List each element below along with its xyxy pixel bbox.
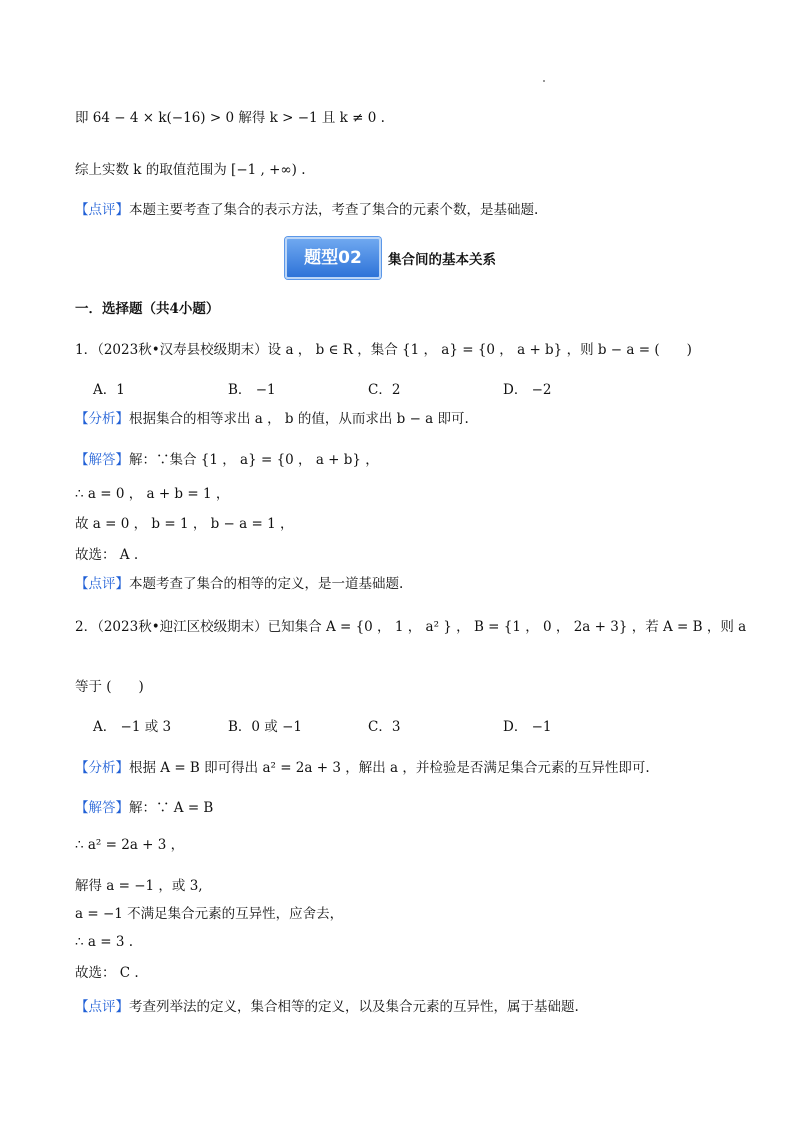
q1-answer-text: 解：∵集合 {1 ， a} = {0 ， a + b} ，	[129, 452, 379, 468]
comment-text: 本题主要考查了集合的表示方法，考查了集合的元素个数，是基础题.	[129, 202, 539, 218]
q1-answer-tag: 【解答】	[75, 452, 129, 468]
part-heading: 一．选择题（共4小题）	[75, 301, 220, 317]
q2-step-4: ∴ a = 3 .	[75, 934, 133, 950]
q2-stem: 2．（2023秋•迎江区校级期末）已知集合 A = {0 ， 1 ， a² } ， B = {1 ， 0 ， 2a + 3} ，若 A = B ，则 a	[75, 619, 747, 635]
q1-answer	[75, 450, 379, 470]
q2-answer-text: 解：∵ A = B	[129, 800, 214, 816]
q2-analysis	[75, 758, 650, 778]
q1-option-d: D． −2	[503, 382, 552, 398]
comment-tag: 【点评】	[75, 202, 129, 218]
q1-step-3: 故选： A .	[75, 547, 139, 563]
q2-option-a: A． −1 或 3	[93, 719, 172, 735]
conclusion-line: 综上实数 k 的取值范围为 [−1 , +∞) .	[75, 162, 306, 178]
q2-answer-tag: 【解答】	[75, 800, 129, 816]
q1-option-c: C．2	[368, 382, 401, 398]
q2-analysis-text: 根据 A = B 即可得出 a² = 2a + 3 ，解出 a ，并检验是否满足集合元素的互异性即可.	[129, 760, 650, 776]
q1-comment-text: 本题考查了集合的相等的定义，是一道基础题.	[129, 576, 404, 592]
q1-comment	[75, 574, 403, 594]
q1-stem: 1．（2023秋•汉寿县校级期末）设 a ， b ∈ R ，集合 {1 ， a} = {0 ， a + b} ，则 b − a = ( )	[75, 342, 692, 358]
q2-analysis-tag: 【分析】	[75, 760, 129, 776]
q2-answer	[75, 798, 213, 818]
q2-step-3: a = −1 不满足集合元素的互异性，应舍去，	[75, 906, 344, 922]
section-title: 集合间的基本关系	[388, 252, 496, 268]
q1-analysis-text: 根据集合的相等求出 a ， b 的值，从而求出 b − a 即可.	[129, 411, 469, 427]
q2-comment	[75, 997, 579, 1017]
q2-option-b: B．0 或 −1	[228, 719, 302, 735]
q2-option-c: C．3	[368, 719, 401, 735]
q2-comment-tag: 【点评】	[75, 999, 129, 1015]
comment-line	[75, 200, 538, 220]
q1-option-a: A．1	[93, 382, 125, 398]
q1-analysis	[75, 409, 469, 429]
q2-option-d: D． −1	[503, 719, 552, 735]
q2-step-5: 故选： C .	[75, 965, 139, 981]
q1-option-b: B． −1	[228, 382, 276, 398]
q2-step-2: 解得 a = −1 ，或 3,	[75, 878, 203, 894]
q1-step-1: ∴ a = 0 ， a + b = 1 ，	[75, 486, 230, 502]
q1-comment-tag: 【点评】	[75, 576, 129, 592]
q1-analysis-tag: 【分析】	[75, 411, 129, 427]
section-badge: 题型02	[285, 237, 381, 279]
q2-comment-text: 考查列举法的定义，集合相等的定义，以及集合元素的互异性，属于基础题.	[129, 999, 579, 1015]
q1-step-2: 故 a = 0 ， b = 1 ， b − a = 1 ，	[75, 516, 294, 532]
q2-step-1: ∴ a² = 2a + 3 ，	[75, 837, 185, 853]
q2-stem-continued: 等于 ( )	[75, 679, 144, 695]
derivation-line: 即 64 − 4 × k(−16) > 0 解得 k > −1 且 k ≠ 0 .	[75, 110, 385, 126]
speck	[543, 80, 545, 82]
